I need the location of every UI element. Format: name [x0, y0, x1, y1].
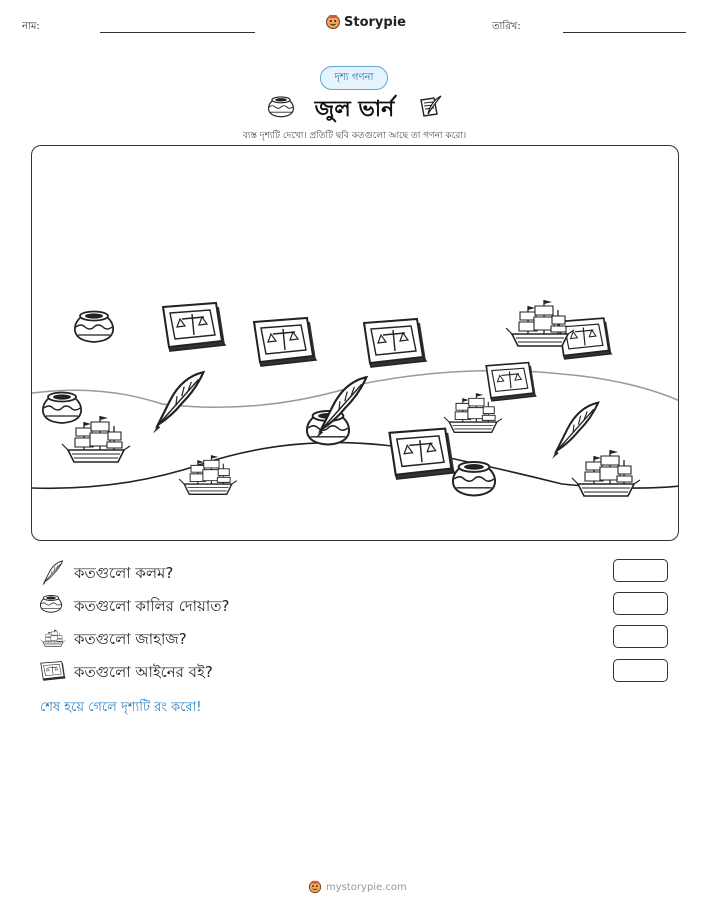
page-title: জুল ভার্ন — [314, 97, 395, 122]
storypie-mascot-icon — [308, 880, 322, 894]
counting-scene — [31, 145, 679, 541]
question-text: কতগুলো কালির দোয়াত? — [74, 597, 230, 615]
sailing-ship-icon — [179, 455, 237, 494]
date-label: তারিখ: — [492, 21, 521, 32]
brand-name: Storypie — [344, 14, 406, 30]
date-field-line[interactable] — [563, 32, 686, 33]
sailing-ship-icon — [572, 450, 640, 496]
sailing-ship-icon — [506, 300, 574, 346]
answer-box-pens[interactable] — [613, 559, 668, 582]
law-book-icon — [389, 429, 454, 479]
quill-pen-icon — [552, 403, 598, 459]
answer-box-ink-pots[interactable] — [613, 592, 668, 615]
category-badge: দৃশ্য গণনা — [320, 66, 388, 90]
law-book-icon — [254, 318, 316, 366]
question-text: কতগুলো আইনের বই? — [74, 663, 213, 681]
storypie-mascot-icon — [325, 14, 341, 30]
quill-pen-icon — [40, 560, 64, 586]
ink-pot-icon — [43, 393, 81, 424]
name-field-line[interactable] — [100, 32, 255, 33]
answer-box-law-books[interactable] — [613, 659, 668, 682]
question-text: কতগুলো জাহাজ? — [74, 630, 187, 648]
wave-line-front — [32, 443, 679, 489]
law-book-icon — [364, 319, 426, 367]
law-book-icon — [486, 363, 536, 401]
answer-box-ships[interactable] — [613, 625, 668, 648]
law-book-icon — [163, 303, 225, 351]
site-url[interactable]: mystorypie.com — [326, 881, 407, 893]
instruction-text: ব্যস্ত দৃশ্যটি দেখো। প্রতিটি ছবি কতগুলো আছে তা গণনা করো। — [242, 131, 467, 141]
ink-pot-icon — [453, 462, 495, 496]
sailing-ship-icon — [62, 416, 130, 462]
site-footer — [308, 880, 407, 894]
brand-logo — [325, 14, 406, 30]
question-text: কতগুলো কলম? — [74, 564, 174, 582]
sailing-ship-icon — [40, 626, 66, 650]
name-label: নাম: — [22, 21, 40, 32]
coloring-note: শেষ হয়ে গেলে দৃশ্যটি রং করো! — [40, 700, 202, 715]
ink-pot-icon — [75, 312, 113, 343]
law-book-icon — [40, 660, 66, 682]
scroll-quill-icon — [416, 94, 444, 120]
ink-pot-icon — [40, 593, 62, 615]
